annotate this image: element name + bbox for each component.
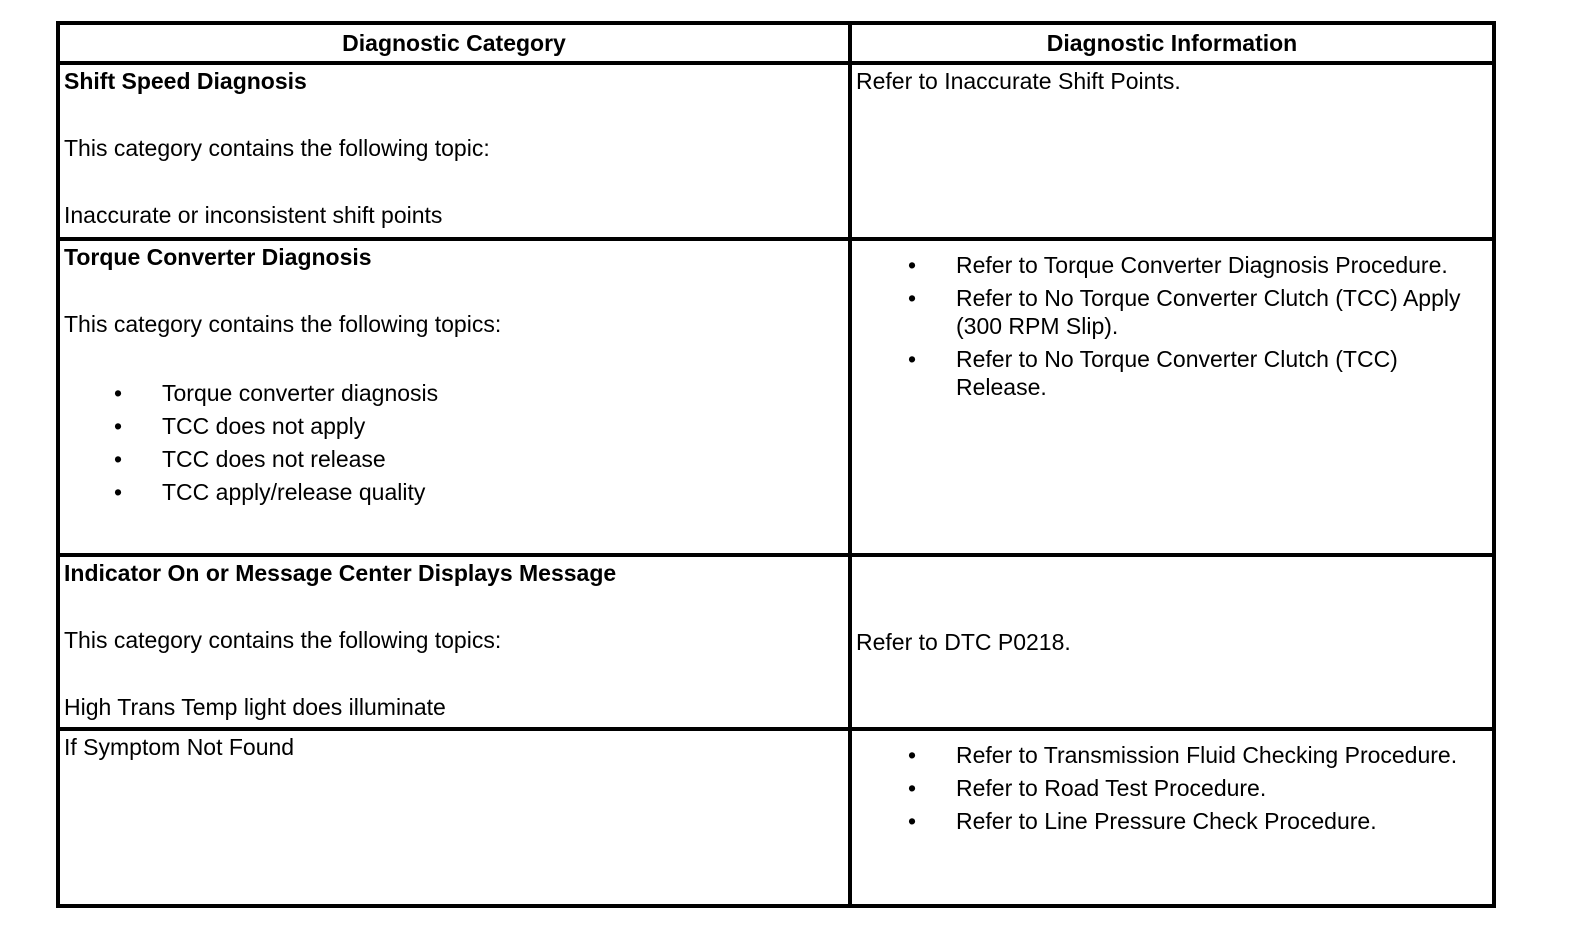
list-item: • Refer to Road Test Procedure. [908,775,1267,801]
list-item: • Refer to No Torque Converter Clutch (TCC) Apply (300 RPM Slip). [908,285,1461,339]
list-item: • TCC apply/release quality [64,476,848,509]
category-title: If Symptom Not Found [64,734,295,760]
bullet-icon: • [114,413,123,439]
list-item: • TCC does not release [64,443,848,476]
bullet-icon: • [114,446,123,472]
bullet-icon: • [908,775,917,801]
bullet-icon: • [908,285,917,311]
table-row [58,555,1494,729]
list-item: • TCC does not apply [64,410,848,443]
category-topic: Inaccurate or inconsistent shift points [64,202,443,228]
list-item: • Refer to Torque Converter Diagnosis Procedure. [908,252,1448,278]
bullet-icon: • [908,808,917,834]
bullet-icon: • [114,479,123,505]
table-row [58,239,1494,555]
list-item: • Refer to Line Pressure Check Procedure. [908,808,1377,834]
topic-list [64,377,848,509]
category-topic: High Trans Temp light does illuminate [64,694,446,720]
category-cell [58,729,850,906]
list-item: • Refer to Transmission Fluid Checking Procedure. [908,742,1458,768]
category-intro: This category contains the following topic: [64,135,490,161]
diagnostic-table [56,21,1496,908]
information-cell [850,555,1494,729]
bullet-icon: • [908,346,917,372]
header-diagnostic-information: Diagnostic Information [850,23,1494,63]
information-cell [850,239,1494,555]
category-intro: This category contains the following topics: [64,311,502,337]
information-list [856,741,1492,835]
category-cell [58,63,850,239]
information-cell [850,63,1494,239]
information-text: Refer to Inaccurate Shift Points. [856,68,1181,94]
header-diagnostic-category: Diagnostic Category [58,23,850,63]
category-title: Torque Converter Diagnosis [64,244,372,270]
table-row [58,63,1494,239]
bullet-icon: • [908,742,917,768]
list-item: • Refer to No Torque Converter Clutch (TCC) Release. [908,346,1398,400]
information-list [856,251,1492,401]
table-header-row [58,23,1494,63]
list-item: • Torque converter diagnosis [64,377,848,410]
category-cell [58,239,850,555]
information-text: Refer to DTC P0218. [856,629,1071,655]
category-intro: This category contains the following topics: [64,627,502,653]
bullet-icon: • [114,380,123,406]
category-cell [58,555,850,729]
category-title: Shift Speed Diagnosis [64,68,307,94]
category-title: Indicator On or Message Center Displays Message [64,560,617,586]
bullet-icon: • [908,252,917,278]
table-row [58,729,1494,906]
information-cell [850,729,1494,906]
